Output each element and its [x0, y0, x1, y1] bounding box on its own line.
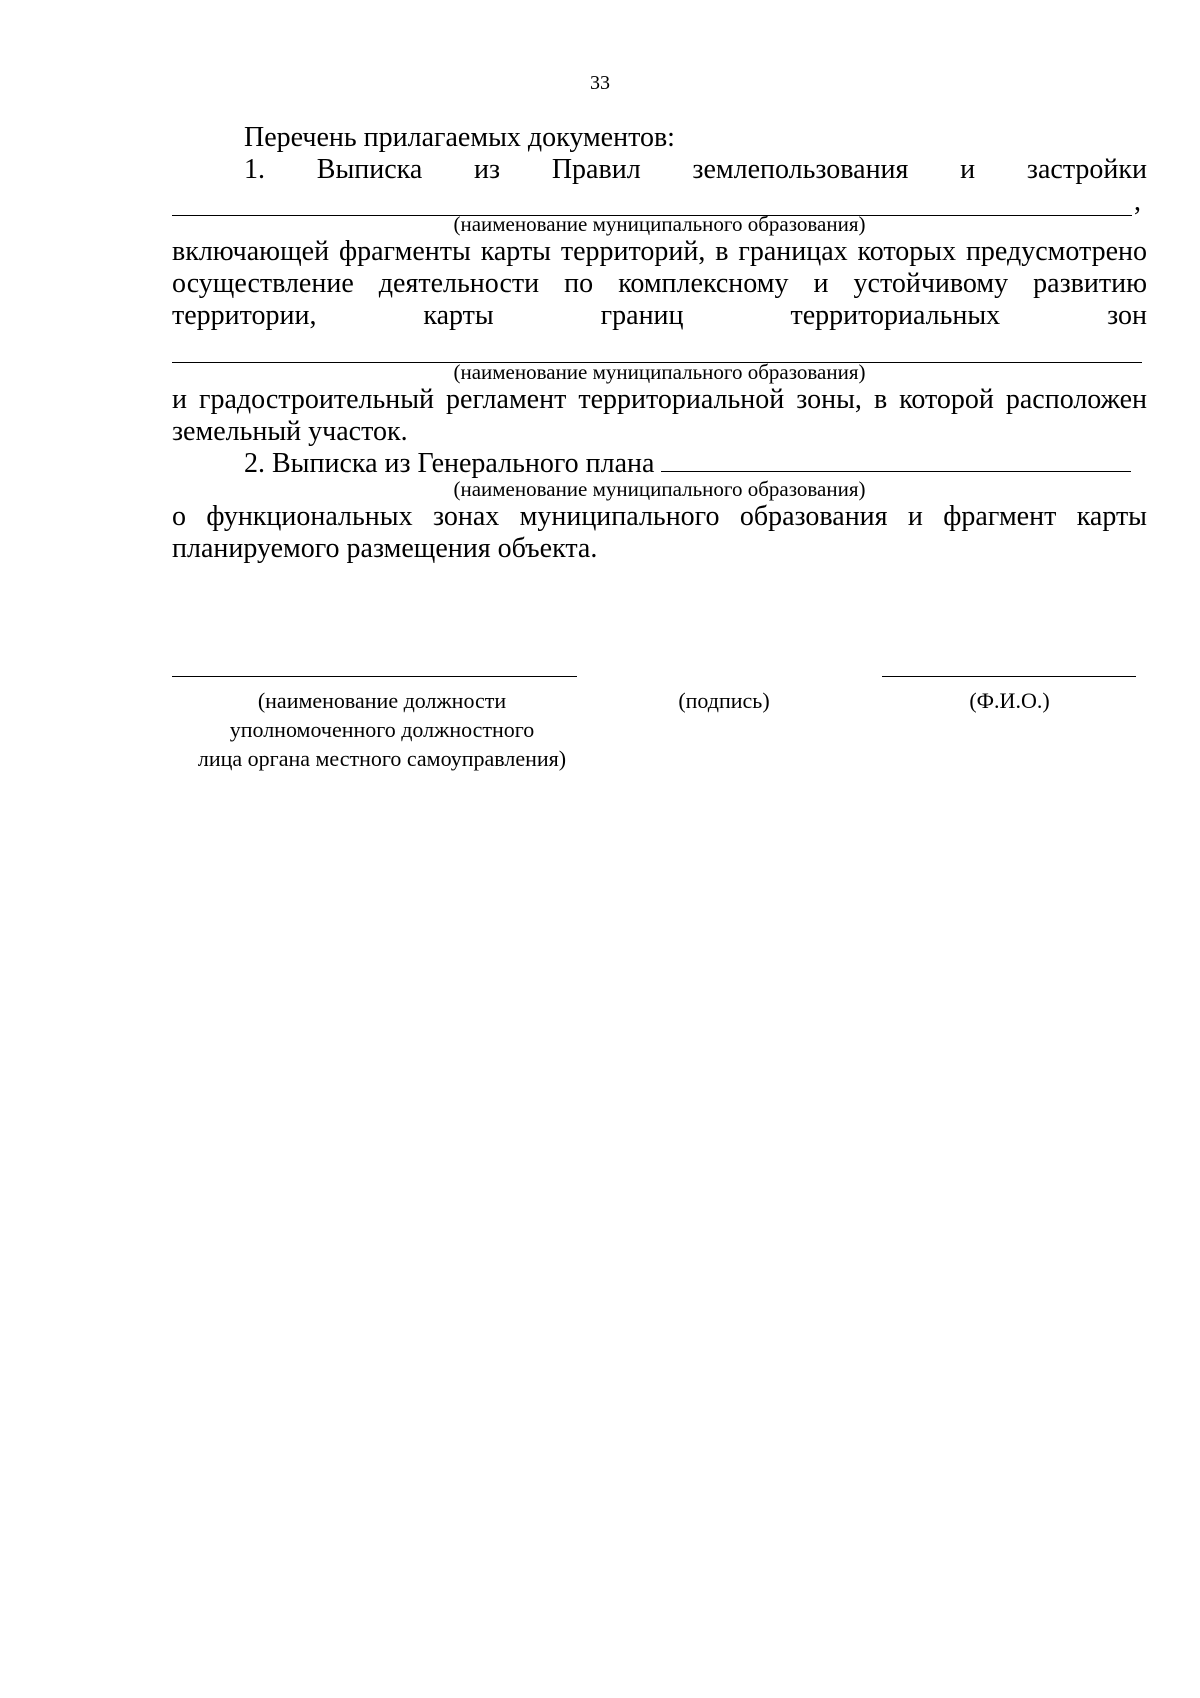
item1-blank-row-1 [172, 186, 1147, 218]
document-body [172, 122, 1147, 565]
item1-final-line-1: и градостроительный регламент территориальной зоны, в которой расположен [172, 384, 1147, 415]
name-caption: (Ф.И.О.) [969, 688, 1050, 713]
item2-blank-line [661, 449, 1131, 472]
item1-trailing-comma: , [1134, 186, 1141, 217]
item1-first-line: 1. Выписка из Правил землепользования и застройки [244, 154, 1147, 185]
item1-blank-line-1 [172, 186, 1132, 216]
name-signature-line [882, 676, 1136, 677]
item2-first-line-text: 2. Выписка из Генерального плана [244, 448, 655, 479]
item1-final-line-2: земельный участок. [172, 416, 408, 447]
position-caption-line-3: лица органа местного самоуправления) [197, 746, 567, 771]
item2-first-line [172, 448, 1147, 480]
item1-cont-line-3: территории, карты границ территориальных зон [172, 300, 1147, 331]
page-number: 33 [590, 72, 610, 94]
item1-blank-line-2 [172, 332, 1142, 363]
signature-block [172, 676, 1147, 796]
item2-cont-line-1: о функциональных зонах муниципального образования и фрагмент карты [172, 501, 1147, 532]
item1-blank-row-2 [172, 332, 1147, 364]
item2-cont-line-2: планируемого размещения объекта. [172, 533, 598, 564]
item2-caption: (наименование муниципального образования) [453, 477, 866, 501]
heading: Перечень прилагаемых документов: [244, 122, 675, 153]
position-caption [172, 686, 592, 773]
signature-caption: (подпись) [678, 688, 770, 713]
position-signature-line [172, 676, 577, 677]
item1-caption-1: (наименование муниципального образования) [453, 212, 866, 236]
item1-cont-line-1: включающей фрагменты карты территорий, в границах которых предусмотрено [172, 236, 1147, 267]
position-caption-line-1: (наименование должности [257, 688, 507, 713]
item1-caption-2: (наименование муниципального образования) [453, 360, 866, 384]
position-caption-line-2: уполномоченного должностного [229, 717, 535, 742]
item1-cont-line-2: осуществление деятельности по комплексному и устойчивому развитию [172, 268, 1147, 299]
